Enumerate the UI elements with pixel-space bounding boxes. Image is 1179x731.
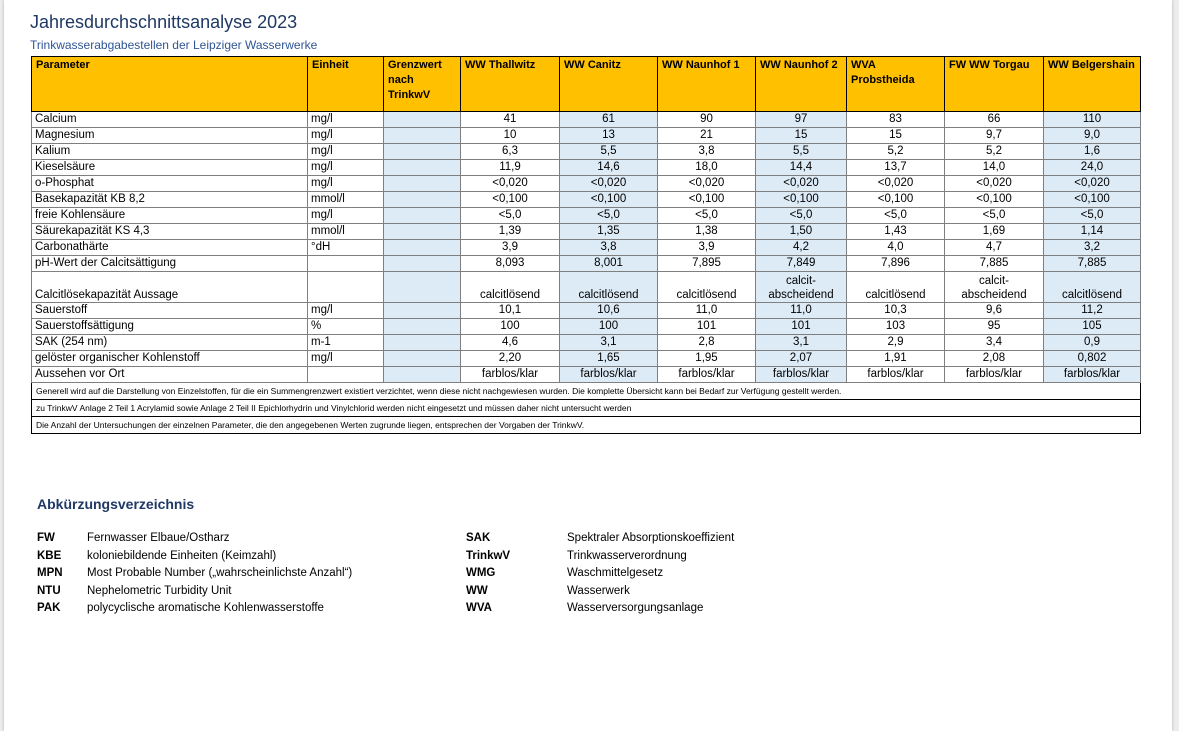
value-cell: 1,69 — [945, 224, 1044, 240]
parameter-cell: Kieselsäure — [32, 160, 308, 176]
value-cell: 5,5 — [560, 144, 658, 160]
limit-cell — [384, 112, 461, 128]
abbreviation-value: Wasserwerk — [567, 584, 630, 597]
parameter-cell: pH-Wert der Calcitsättigung — [32, 256, 308, 272]
unit-cell — [308, 272, 384, 303]
table-row — [32, 256, 1141, 272]
value-cell: 4,2 — [756, 240, 847, 256]
table-row — [32, 351, 1141, 367]
value-cell: farblos/klar — [945, 367, 1044, 383]
abbreviation-value: polycyclische aromatische Kohlenwasserstoffe — [87, 602, 324, 614]
table-row — [32, 367, 1141, 383]
value-cell: 10,1 — [461, 303, 560, 319]
parameter-cell: Sauerstoff — [32, 303, 308, 319]
value-cell: 1,95 — [658, 351, 756, 367]
unit-cell — [308, 256, 384, 272]
value-cell: <0,100 — [560, 192, 658, 208]
note-text: Die Anzahl der Untersuchungen der einzelnen Parameter, die den angegebenen Werten zugrunde liegen, entsprechen der Vorgaben der TrinkwV. — [32, 417, 1141, 434]
abbreviation-value: Waschmittelgesetz — [567, 567, 664, 579]
value-cell: <0,020 — [1044, 176, 1141, 192]
abbreviation-item — [466, 530, 734, 548]
parameter-cell: o-Phosphat — [32, 176, 308, 192]
value-cell: 14,6 — [560, 160, 658, 176]
value-cell: 18,0 — [658, 160, 756, 176]
limit-cell — [384, 144, 461, 160]
value-cell: <5,0 — [560, 208, 658, 224]
value-cell: calcitlösend — [658, 272, 756, 303]
unit-cell: mg/l — [308, 144, 384, 160]
abbreviation-value: Trinkwasserverordnung — [567, 549, 687, 562]
limit-cell — [384, 192, 461, 208]
value-cell: <5,0 — [945, 208, 1044, 224]
value-cell: 5,5 — [756, 144, 847, 160]
abbreviation-key: TrinkwV — [466, 549, 511, 562]
abbreviation-item — [466, 600, 734, 618]
value-cell: 3,9 — [658, 240, 756, 256]
value-cell: 13 — [560, 128, 658, 144]
abbreviation-value: Spektraler Absorptionskoeffizient — [567, 532, 735, 544]
table-row — [32, 160, 1141, 176]
value-cell: 9,0 — [1044, 128, 1141, 144]
value-cell: farblos/klar — [560, 367, 658, 383]
parameter-cell: Calcium — [32, 112, 308, 128]
abbreviation-item — [466, 565, 734, 583]
value-cell: <0,020 — [756, 176, 847, 192]
abbreviation-item — [37, 600, 352, 618]
value-cell: <0,020 — [461, 176, 560, 192]
value-cell: calcitlösend — [560, 272, 658, 303]
value-cell: 21 — [658, 128, 756, 144]
unit-cell: mg/l — [308, 128, 384, 144]
value-cell: 4,0 — [847, 240, 945, 256]
value-cell: 41 — [461, 112, 560, 128]
value-cell: 3,2 — [1044, 240, 1141, 256]
value-cell: farblos/klar — [461, 367, 560, 383]
unit-cell: mg/l — [308, 303, 384, 319]
value-cell: 1,91 — [847, 351, 945, 367]
abbreviation-key: WW — [466, 584, 488, 597]
note-row — [32, 417, 1141, 434]
value-cell: 14,4 — [756, 160, 847, 176]
table-row — [32, 303, 1141, 319]
unit-cell: mg/l — [308, 351, 384, 367]
value-cell: <5,0 — [461, 208, 560, 224]
unit-cell — [308, 367, 384, 383]
value-cell: 11,0 — [658, 303, 756, 319]
parameter-cell: Sauerstoffsättigung — [32, 319, 308, 335]
value-cell: 1,35 — [560, 224, 658, 240]
table-row — [32, 128, 1141, 144]
column-header: WW Canitz — [560, 57, 658, 112]
page-subtitle: Trinkwasserabgabestellen der Leipziger Wasserwerke — [30, 38, 318, 52]
limit-cell — [384, 224, 461, 240]
table-row — [32, 224, 1141, 240]
value-cell: <5,0 — [1044, 208, 1141, 224]
parameter-cell: Aussehen vor Ort — [32, 367, 308, 383]
value-cell: 10 — [461, 128, 560, 144]
note-row — [32, 383, 1141, 400]
abbreviation-item — [37, 583, 352, 601]
limit-cell — [384, 240, 461, 256]
abbreviation-key: WVA — [466, 602, 492, 614]
value-cell: 2,9 — [847, 335, 945, 351]
column-header: WW Belgershain — [1044, 57, 1141, 112]
value-cell: 14,0 — [945, 160, 1044, 176]
value-cell: 110 — [1044, 112, 1141, 128]
value-cell: <0,020 — [847, 176, 945, 192]
value-cell: <0,020 — [560, 176, 658, 192]
value-cell: farblos/klar — [847, 367, 945, 383]
value-cell: calcit-abscheidend — [756, 272, 847, 303]
value-cell: 95 — [945, 319, 1044, 335]
unit-cell: m-1 — [308, 335, 384, 351]
value-cell: 1,43 — [847, 224, 945, 240]
value-cell: 101 — [658, 319, 756, 335]
value-cell: 101 — [756, 319, 847, 335]
column-header: WW Naunhof 1 — [658, 57, 756, 112]
value-cell: 7,896 — [847, 256, 945, 272]
abbreviation-value: koloniebildende Einheiten (Keimzahl) — [87, 549, 277, 562]
value-cell: 90 — [658, 112, 756, 128]
unit-cell: mmol/l — [308, 224, 384, 240]
parameter-cell: Calcitlösekapazität Aussage — [32, 272, 308, 303]
value-cell: 0,802 — [1044, 351, 1141, 367]
unit-cell: mmol/l — [308, 192, 384, 208]
parameter-cell: freie Kohlensäure — [32, 208, 308, 224]
unit-cell: mg/l — [308, 176, 384, 192]
table-row — [32, 176, 1141, 192]
limit-cell — [384, 208, 461, 224]
value-cell: 7,849 — [756, 256, 847, 272]
value-cell: 7,885 — [945, 256, 1044, 272]
value-cell: 11,9 — [461, 160, 560, 176]
abbreviation-item — [37, 565, 352, 583]
value-cell: farblos/klar — [658, 367, 756, 383]
value-cell: <0,100 — [847, 192, 945, 208]
table-row — [32, 240, 1141, 256]
limit-cell — [384, 128, 461, 144]
value-cell: 3,9 — [461, 240, 560, 256]
value-cell: 5,2 — [847, 144, 945, 160]
value-cell: 3,8 — [560, 240, 658, 256]
value-cell: 97 — [756, 112, 847, 128]
value-cell: calcit-abscheidend — [945, 272, 1044, 303]
value-cell: 15 — [756, 128, 847, 144]
table-row — [32, 208, 1141, 224]
abbreviation-key: KBE — [37, 549, 62, 562]
value-cell: 7,885 — [1044, 256, 1141, 272]
abbreviation-value: Nephelometric Turbidity Unit — [87, 584, 232, 597]
value-cell: <0,100 — [945, 192, 1044, 208]
value-cell: 13,7 — [847, 160, 945, 176]
value-cell: 3,1 — [560, 335, 658, 351]
abbreviation-key: MPN — [37, 567, 63, 579]
value-cell: 11,0 — [756, 303, 847, 319]
value-cell: 3,8 — [658, 144, 756, 160]
value-cell: 61 — [560, 112, 658, 128]
abbreviation-key: FW — [37, 532, 55, 544]
value-cell: 4,6 — [461, 335, 560, 351]
abbreviation-key: NTU — [37, 584, 61, 597]
unit-cell: mg/l — [308, 208, 384, 224]
value-cell: 1,50 — [756, 224, 847, 240]
value-cell: 7,895 — [658, 256, 756, 272]
value-cell: 8,001 — [560, 256, 658, 272]
value-cell: <5,0 — [756, 208, 847, 224]
table-header-row — [32, 57, 1141, 112]
value-cell: 10,3 — [847, 303, 945, 319]
parameter-cell: Basekapazität KB 8,2 — [32, 192, 308, 208]
value-cell: 0,9 — [1044, 335, 1141, 351]
parameter-cell: Magnesium — [32, 128, 308, 144]
analysis-table — [31, 56, 1141, 434]
value-cell: 3,4 — [945, 335, 1044, 351]
abbreviation-value: Most Probable Number („wahrscheinlichste Anzahl“) — [87, 567, 353, 579]
parameter-cell: SAK (254 nm) — [32, 335, 308, 351]
value-cell: 24,0 — [1044, 160, 1141, 176]
table-row — [32, 319, 1141, 335]
table-row — [32, 272, 1141, 303]
limit-cell — [384, 319, 461, 335]
column-header: Grenzwert nach TrinkwV — [384, 57, 461, 112]
limit-cell — [384, 160, 461, 176]
limit-cell — [384, 367, 461, 383]
column-header: WW Thallwitz — [461, 57, 560, 112]
abbreviations-right-list — [466, 530, 734, 618]
column-header: FW WW Torgau — [945, 57, 1044, 112]
unit-cell: mg/l — [308, 160, 384, 176]
value-cell: 2,08 — [945, 351, 1044, 367]
value-cell: farblos/klar — [1044, 367, 1141, 383]
unit-cell: mg/l — [308, 112, 384, 128]
value-cell: 15 — [847, 128, 945, 144]
parameter-cell: Kalium — [32, 144, 308, 160]
value-cell: <0,100 — [1044, 192, 1141, 208]
note-row — [32, 400, 1141, 417]
value-cell: <0,020 — [658, 176, 756, 192]
column-header: WVA Probstheida — [847, 57, 945, 112]
abbreviation-item — [466, 548, 734, 566]
value-cell: 105 — [1044, 319, 1141, 335]
table-row — [32, 144, 1141, 160]
value-cell: 2,20 — [461, 351, 560, 367]
limit-cell — [384, 176, 461, 192]
value-cell: 11,2 — [1044, 303, 1141, 319]
value-cell: 1,65 — [560, 351, 658, 367]
value-cell: 6,3 — [461, 144, 560, 160]
value-cell: <0,100 — [658, 192, 756, 208]
value-cell: <0,100 — [756, 192, 847, 208]
abbreviation-value: Wasserversorgungsanlage — [567, 602, 704, 614]
value-cell: 8,093 — [461, 256, 560, 272]
value-cell: <5,0 — [658, 208, 756, 224]
value-cell: 103 — [847, 319, 945, 335]
value-cell: 100 — [461, 319, 560, 335]
abbreviation-key: WMG — [466, 567, 496, 579]
value-cell: 100 — [560, 319, 658, 335]
value-cell: <0,020 — [945, 176, 1044, 192]
abbreviation-item — [37, 530, 352, 548]
value-cell: 83 — [847, 112, 945, 128]
abbreviation-key: PAK — [37, 602, 61, 614]
abbreviation-item — [466, 583, 734, 601]
value-cell: calcitlösend — [1044, 272, 1141, 303]
unit-cell: °dH — [308, 240, 384, 256]
value-cell: farblos/klar — [756, 367, 847, 383]
value-cell: 1,39 — [461, 224, 560, 240]
value-cell: <0,100 — [461, 192, 560, 208]
limit-cell — [384, 303, 461, 319]
abbreviations-title: Abkürzungsverzeichnis — [37, 496, 195, 512]
value-cell: 1,38 — [658, 224, 756, 240]
value-cell: 4,7 — [945, 240, 1044, 256]
table-row — [32, 335, 1141, 351]
value-cell: 5,2 — [945, 144, 1044, 160]
value-cell: 3,1 — [756, 335, 847, 351]
page-title: Jahresdurchschnittsanalyse 2023 — [30, 12, 298, 32]
value-cell: calcitlösend — [461, 272, 560, 303]
table-row — [32, 112, 1141, 128]
abbreviations-left-list — [37, 530, 352, 618]
column-header: WW Naunhof 2 — [756, 57, 847, 112]
table-row — [32, 192, 1141, 208]
value-cell: calcitlösend — [847, 272, 945, 303]
parameter-cell: Säurekapazität KS 4,3 — [32, 224, 308, 240]
abbreviation-value: Fernwasser Elbaue/Ostharz — [87, 532, 230, 544]
value-cell: 10,6 — [560, 303, 658, 319]
limit-cell — [384, 335, 461, 351]
value-cell: 66 — [945, 112, 1044, 128]
value-cell: 9,6 — [945, 303, 1044, 319]
abbreviation-item — [37, 548, 352, 566]
column-header: Parameter — [32, 57, 308, 112]
document-page — [4, 0, 1172, 731]
unit-cell: % — [308, 319, 384, 335]
value-cell: 2,8 — [658, 335, 756, 351]
parameter-cell: gelöster organischer Kohlenstoff — [32, 351, 308, 367]
limit-cell — [384, 351, 461, 367]
column-header: Einheit — [308, 57, 384, 112]
value-cell: <5,0 — [847, 208, 945, 224]
value-cell: 1,6 — [1044, 144, 1141, 160]
limit-cell — [384, 272, 461, 303]
value-cell: 1,14 — [1044, 224, 1141, 240]
parameter-cell: Carbonathärte — [32, 240, 308, 256]
note-text: Generell wird auf die Darstellung von Einzelstoffen, für die ein Summengrenzwert existiert verzichtet, wenn diese nicht nachgewiesen wurden. Die komplette Übersicht kann bei Bedarf zur Verfügung gestellt werden. — [32, 383, 1141, 400]
limit-cell — [384, 256, 461, 272]
note-text: zu TrinkwV Anlage 2 Teil 1 Acrylamid sowie Anlage 2 Teil II Epichlorhydrin und Vinylchlorid werden nicht eingesetzt und müssen daher nicht untersucht werden — [32, 400, 1141, 417]
value-cell: 2,07 — [756, 351, 847, 367]
value-cell: 9,7 — [945, 128, 1044, 144]
abbreviation-key: SAK — [466, 532, 491, 544]
